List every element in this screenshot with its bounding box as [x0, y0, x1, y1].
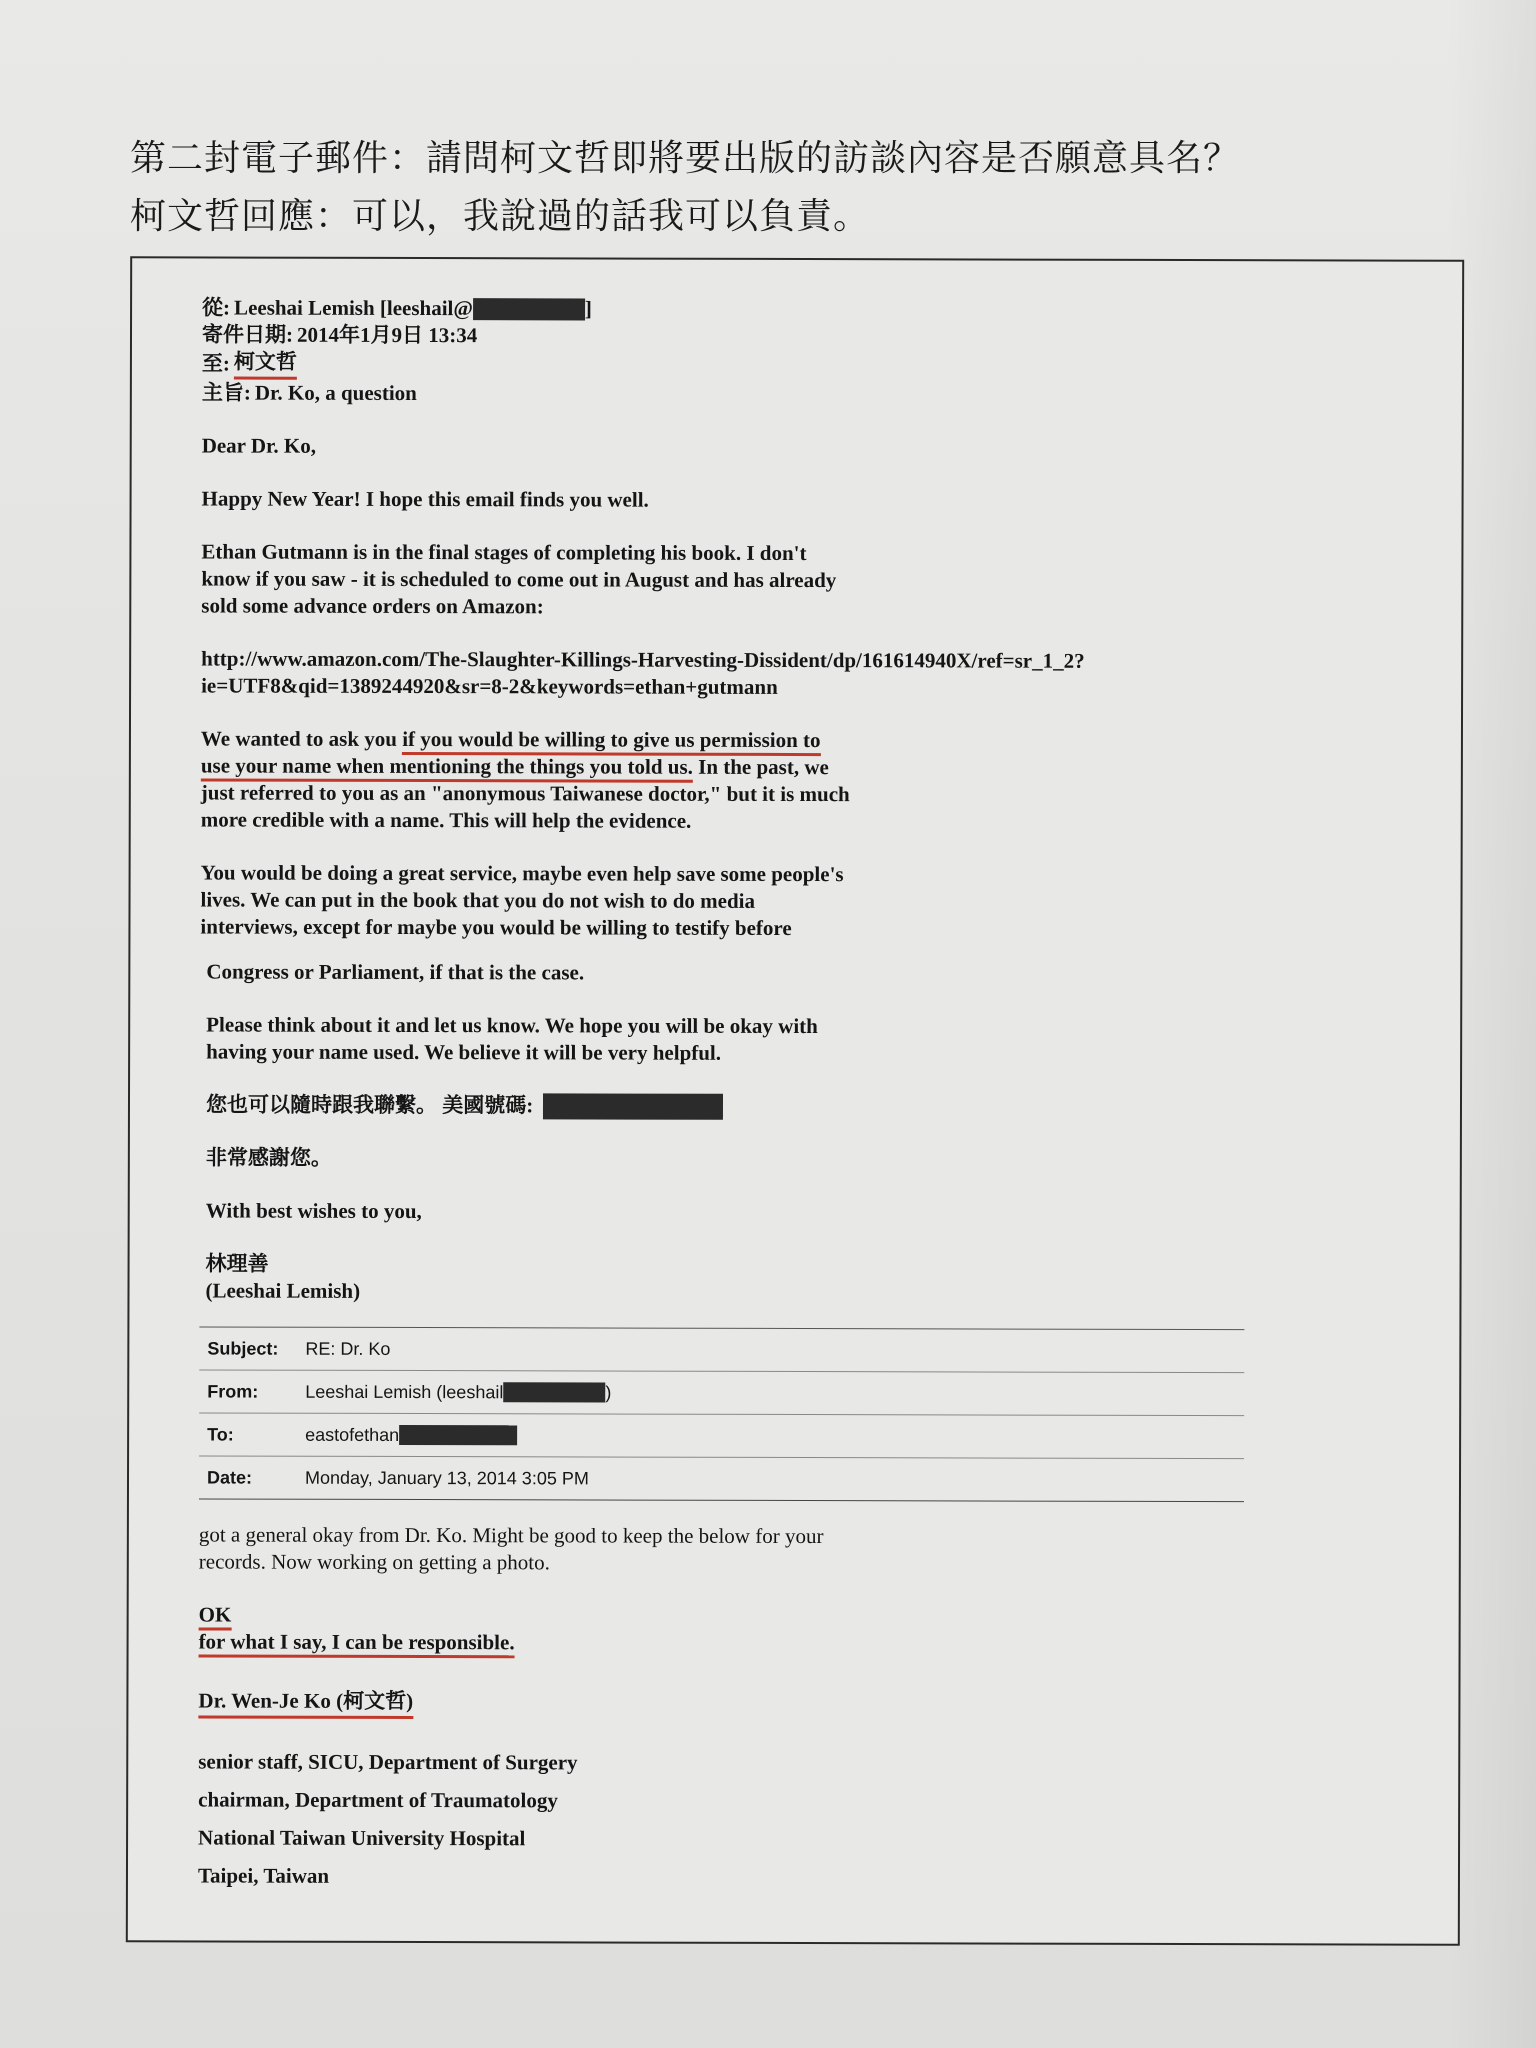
subject-value: RE: Dr. Ko — [305, 1338, 391, 1359]
from-value-wrap — [305, 1378, 611, 1406]
subject-label: 主旨: — [201, 380, 251, 405]
email2-date-row — [199, 1456, 1244, 1502]
paragraph-line: records. Now working on getting a photo. — [198, 1549, 550, 1575]
email-printout — [126, 256, 1464, 1945]
sent-label: 寄件日期: — [201, 322, 294, 347]
email1-sent — [202, 321, 1322, 351]
paragraph-line: having your name used. We believe it will be very helpful. — [206, 1039, 722, 1065]
from-close: ) — [605, 1382, 612, 1403]
contact-text: 您也可以隨時跟我聯繫。 美國號碼: — [205, 1092, 534, 1118]
redaction-block — [473, 298, 585, 320]
date-value: Monday, January 13, 2014 3:05 PM — [304, 1467, 589, 1488]
paragraph-line: You would be doing a great service, maybe even help save some people's — [200, 860, 844, 887]
document-heading — [130, 130, 1240, 246]
email1-thanks: 非常感謝您。 — [205, 1145, 332, 1170]
paragraph-line: interviews, except for maybe you would be willing to testify before — [200, 914, 792, 940]
email2-subject-row — [199, 1327, 1244, 1373]
email1-to — [202, 348, 1322, 382]
email1-paragraph-5 — [200, 859, 1320, 943]
sent-value: 2014年1月9日 13:34 — [296, 322, 478, 348]
date-label: Date: — [206, 1466, 253, 1488]
signature-line: Taipei, Taiwan — [197, 1863, 330, 1888]
email2-from-row — [199, 1370, 1244, 1416]
reply-text-line — [199, 1628, 1319, 1658]
email2-to-row — [199, 1413, 1244, 1459]
to-label: To: — [207, 1423, 234, 1445]
underlined-request: use your name when mentioning the things you told us. — [201, 753, 693, 782]
signature-cn: 林理善 — [205, 1251, 269, 1276]
email1-subject — [202, 379, 1322, 409]
to-value: eastofethan — [305, 1424, 400, 1445]
from-close: ] — [584, 296, 592, 321]
email1-signature — [199, 1250, 1319, 1307]
subject-value: Dr. Ko, a question — [254, 380, 417, 406]
redaction-block — [503, 1382, 605, 1402]
signature-en: (Leeshai Lemish) — [205, 1278, 361, 1303]
paragraph-line: know if you saw - it is scheduled to come out in August and has already — [201, 566, 837, 593]
from-label: 從: — [202, 295, 231, 320]
reply-ok-line — [199, 1601, 1319, 1631]
ko-signature-name: Dr. Wen-Je Ko (柯文哲) — [198, 1687, 413, 1719]
text-segment: We wanted to ask you — [200, 726, 403, 751]
ko-reply — [199, 1601, 1319, 1658]
redaction-block — [543, 1093, 723, 1119]
email1-wishes: With best wishes to you, — [205, 1198, 422, 1224]
email-content — [198, 294, 1322, 1897]
signature-line: chairman, Department of Traumatology — [198, 1787, 558, 1813]
amazon-url — [201, 645, 1321, 702]
underlined-request: if you would be willing to give us permission to — [402, 727, 820, 756]
email2-body — [199, 1521, 1319, 1578]
ko-signature-block — [198, 1742, 1318, 1897]
signature-line: National Taiwan University Hospital — [198, 1825, 526, 1851]
signature-line: senior staff, SICU, Department of Surgery — [198, 1749, 578, 1775]
paragraph-line: sold some advance orders on Amazon: — [201, 593, 544, 619]
redaction-block — [399, 1425, 517, 1445]
from-value: Leeshai Lemish (leeshail — [305, 1381, 504, 1402]
from-value: Leeshai Lemish [leeshail@ — [234, 295, 473, 321]
text-segment: In the past, we — [692, 754, 829, 780]
paragraph-line — [201, 725, 1321, 755]
to-value-wrap — [305, 1421, 517, 1449]
email1-from — [202, 294, 1322, 324]
paragraph-line — [201, 752, 1321, 782]
email1-paragraph-5b: Congress or Parliament, if that is the case. — [206, 959, 585, 985]
email1-paragraph-4 — [201, 725, 1321, 836]
reply-ok: OK — [199, 1602, 232, 1630]
email1-paragraph-2 — [201, 538, 1321, 622]
email1-greeting: Dear Dr. Ko, — [201, 433, 317, 458]
to-value: 柯文哲 — [234, 349, 297, 380]
paragraph-line: Please think about it and let us know. We hope you will be okay with — [206, 1012, 818, 1039]
url-line: ie=UTF8&qid=1389244920&sr=8-2&keywords=ethan+gutmann — [201, 673, 778, 699]
email2-header — [199, 1326, 1244, 1502]
url-line: http://www.amazon.com/The-Slaughter-Killings-Harvesting-Dissident/dp/161614940X/ref=sr_1_2? — [201, 646, 1085, 673]
heading-line-1: 第二封電子郵件：請問柯文哲即將要出版的訪談內容是否願意具名？ — [130, 138, 1241, 179]
reply-text: for what I say, I can be responsible. — [199, 1629, 515, 1658]
email1-paragraph-6 — [200, 1011, 1320, 1068]
paragraph-line: lives. We can put in the book that you do not wish to do media — [200, 887, 756, 913]
from-label: From: — [207, 1380, 259, 1402]
email1-paragraph-1: Happy New Year! I hope this email finds you well. — [201, 486, 649, 512]
email1-contact — [200, 1091, 1320, 1121]
subject-label: Subject: — [207, 1337, 279, 1359]
paragraph-line: just referred to you as an "anonymous Taiwanese doctor," but it is much — [200, 780, 850, 807]
to-label: 至: — [201, 351, 230, 376]
heading-line-2: 柯文哲回應：可以，我說過的話我可以負責。 — [130, 196, 871, 237]
paragraph-line: more credible with a name. This will help the evidence. — [200, 807, 692, 833]
paragraph-line: Ethan Gutmann is in the final stages of completing his book. I don't — [201, 539, 807, 566]
paragraph-line: got a general okay from Dr. Ko. Might be good to keep the below for your — [198, 1522, 824, 1549]
